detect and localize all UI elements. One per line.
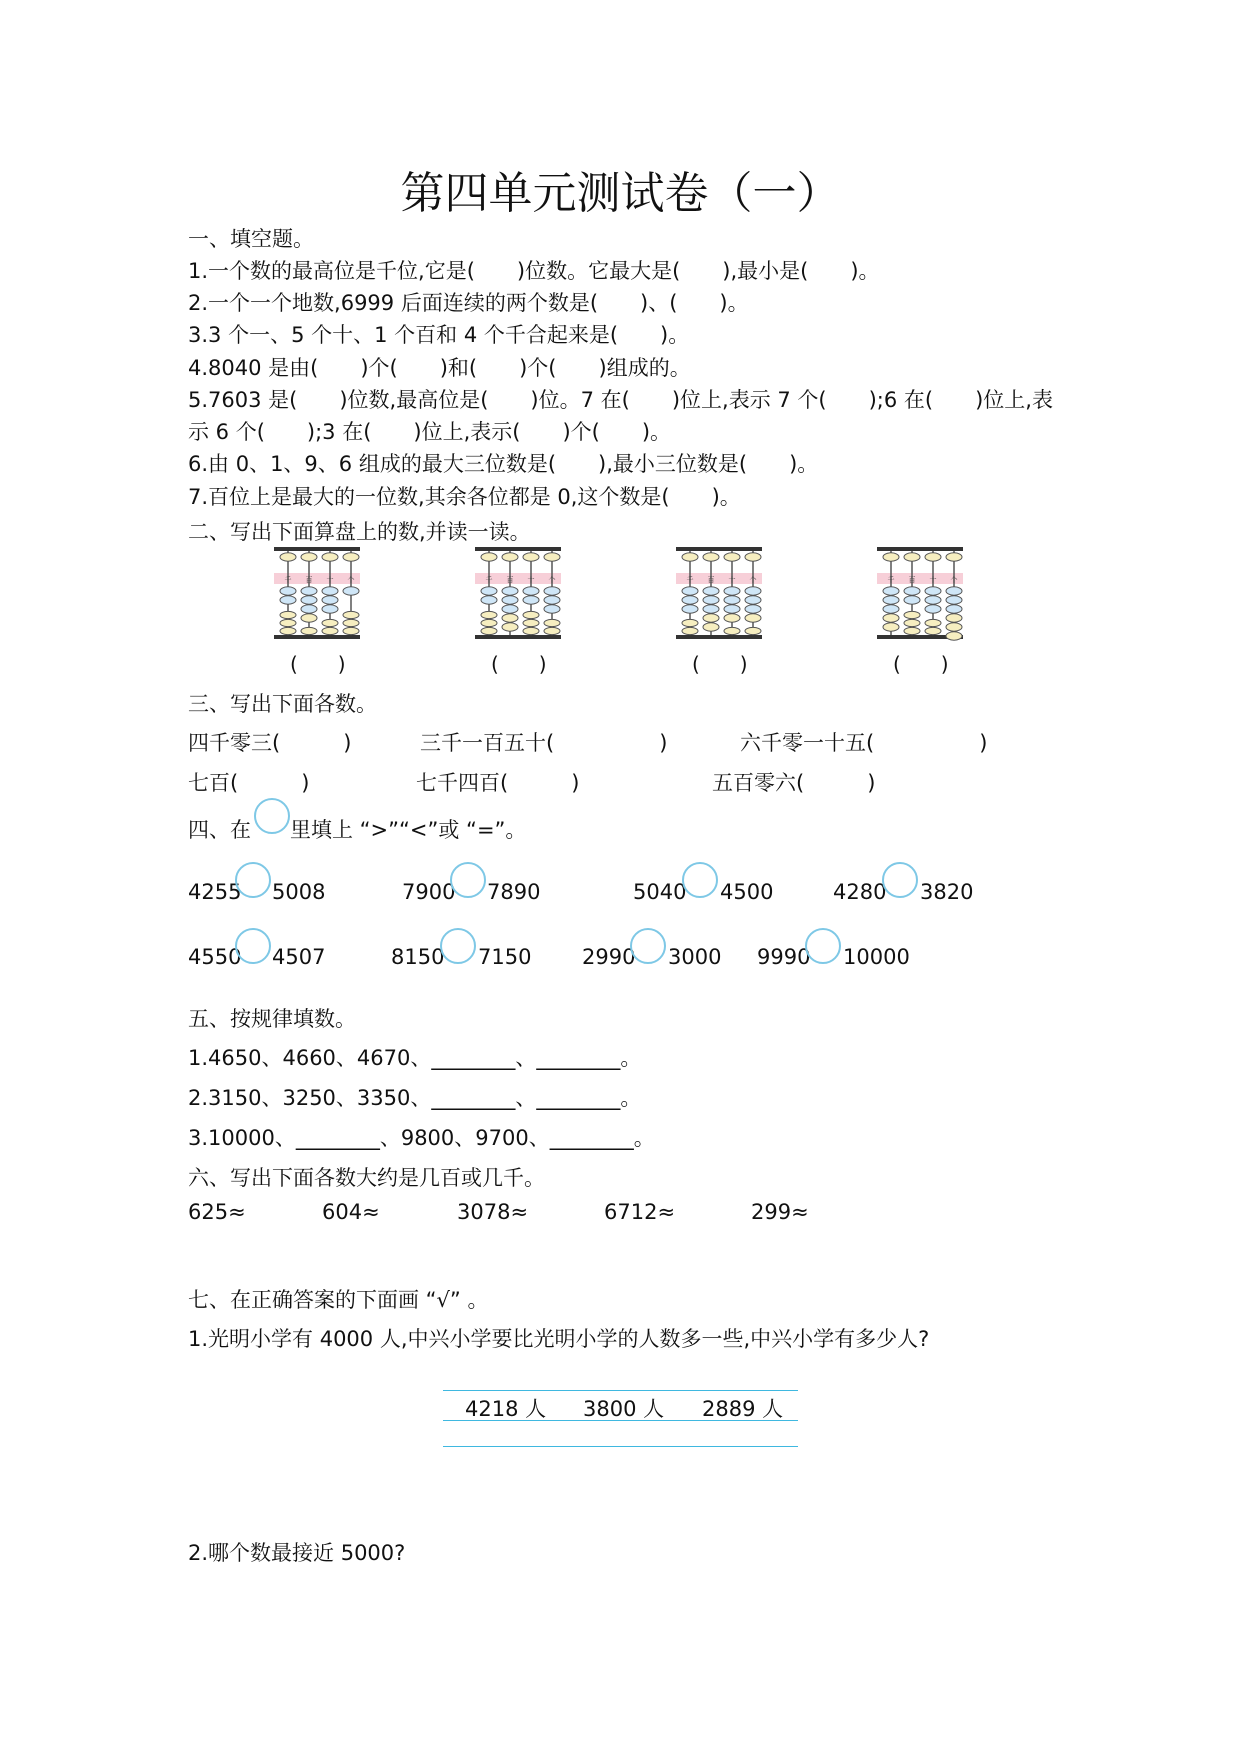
options-top-line bbox=[443, 1390, 798, 1391]
abacus-bead bbox=[502, 605, 518, 613]
abacus-bead bbox=[925, 605, 941, 613]
s3-item-5: 七千四百( ) bbox=[416, 771, 580, 795]
abacus-rest-bead bbox=[682, 619, 698, 626]
abacus-bead bbox=[703, 605, 719, 613]
abacus-rest-bead bbox=[481, 627, 497, 634]
section-2-heading: 二、写出下面算盘上的数,并读一读。 bbox=[188, 520, 531, 544]
abacus-bead bbox=[883, 605, 899, 613]
abacus-bead bbox=[946, 605, 962, 613]
abacus-bead bbox=[301, 614, 317, 622]
abacus-bead bbox=[703, 596, 719, 604]
estimate-item: 299≈ bbox=[751, 1200, 809, 1224]
abacus-bottom-frame bbox=[274, 635, 360, 639]
abacus-rest-bead bbox=[523, 619, 539, 626]
compare-right-number: 3000 bbox=[668, 945, 722, 969]
abacus-rest-bead bbox=[682, 627, 698, 634]
abacus-rest-bead bbox=[925, 627, 941, 634]
estimate-item: 3078≈ bbox=[457, 1200, 529, 1224]
abacus-bead bbox=[301, 587, 317, 595]
compare-right-number: 7150 bbox=[478, 945, 532, 969]
s5-question-1: 1.4650、4660、4670、________、________。 bbox=[188, 1046, 642, 1070]
abacus-place-label: 千 bbox=[485, 576, 493, 584]
abacus-bead bbox=[703, 623, 719, 631]
compare-right-number: 4500 bbox=[720, 880, 774, 904]
section-4-heading-start: 四、在 bbox=[188, 818, 251, 842]
abacus-top-bead bbox=[703, 553, 719, 561]
abacus-top-frame bbox=[676, 547, 762, 551]
compare-left-number: 2990 bbox=[582, 945, 636, 969]
abacus-4-answer-blank: ( ) bbox=[893, 652, 949, 676]
options-answer-line[interactable] bbox=[443, 1446, 798, 1447]
abacus-rest-bead bbox=[343, 619, 359, 626]
abacus-bead bbox=[682, 587, 698, 595]
abacus-bead bbox=[703, 614, 719, 622]
compare-left-number: 4280 bbox=[833, 880, 887, 904]
s1-question-5-line-1: 5.7603 是( )位数,最高位是( )位。7 在( )位上,表示 7 个( );6 在( )位上,表 bbox=[188, 388, 1053, 412]
abacus-top-bead bbox=[544, 553, 560, 561]
option-1[interactable]: 4218 人 bbox=[465, 1397, 547, 1421]
abacus-top-frame bbox=[274, 547, 360, 551]
abacus-bead bbox=[925, 587, 941, 595]
abacus-bead bbox=[883, 596, 899, 604]
abacus-top-bead bbox=[322, 553, 338, 561]
abacus-bead bbox=[946, 614, 962, 622]
abacus-rest-bead bbox=[523, 627, 539, 634]
abacus-rest-bead bbox=[724, 627, 740, 634]
abacus-rest-bead bbox=[904, 611, 920, 618]
compare-circle-blank[interactable] bbox=[235, 928, 271, 964]
abacus-place-label: 千 bbox=[284, 576, 292, 584]
option-2[interactable]: 3800 人 bbox=[583, 1397, 665, 1421]
compare-right-number: 5008 bbox=[272, 880, 326, 904]
estimate-item: 625≈ bbox=[188, 1200, 246, 1224]
abacus-bead bbox=[946, 587, 962, 595]
abacus-rest-bead bbox=[904, 619, 920, 626]
abacus-bead bbox=[904, 587, 920, 595]
compare-right-number: 7890 bbox=[487, 880, 541, 904]
abacus-bead bbox=[883, 614, 899, 622]
abacus-place-label: 百 bbox=[707, 576, 715, 584]
abacus-rest-bead bbox=[343, 611, 359, 618]
s1-question-2: 2.一个一个地数,6999 后面连续的两个数是( )、( )。 bbox=[188, 291, 749, 315]
compare-right-number: 10000 bbox=[843, 945, 910, 969]
compare-circle-blank[interactable] bbox=[882, 862, 918, 898]
abacus-rest-bead bbox=[301, 627, 317, 634]
abacus-rest-bead bbox=[544, 627, 560, 634]
s1-question-4: 4.8040 是由( )个( )和( )个( )组成的。 bbox=[188, 356, 691, 380]
compare-left-number: 5040 bbox=[633, 880, 687, 904]
abacus-place-label: 百 bbox=[506, 576, 514, 584]
compare-right-number: 4507 bbox=[272, 945, 326, 969]
compare-circle-blank[interactable] bbox=[440, 928, 476, 964]
abacus-bead bbox=[523, 596, 539, 604]
abacus-place-label: 个 bbox=[749, 576, 757, 584]
compare-left-number: 7900 bbox=[402, 880, 456, 904]
compare-circle-blank[interactable] bbox=[630, 928, 666, 964]
compare-circle-blank[interactable] bbox=[682, 862, 718, 898]
abacus-bead bbox=[946, 596, 962, 604]
compare-left-number: 4255 bbox=[188, 880, 242, 904]
s5-question-2: 2.3150、3250、3350、________、________。 bbox=[188, 1086, 642, 1110]
abacus-rest-bead bbox=[322, 619, 338, 626]
abacus-bead bbox=[343, 587, 359, 595]
abacus-bead bbox=[544, 596, 560, 604]
section-4-heading-end: 里填上 “>”“<”或 “=”。 bbox=[290, 818, 527, 842]
abacus-top-bead bbox=[883, 553, 899, 561]
abacus-bead bbox=[946, 632, 962, 640]
abacus-bead bbox=[523, 587, 539, 595]
abacus-bottom-frame bbox=[676, 635, 762, 639]
abacus-rest-bead bbox=[322, 627, 338, 634]
section-7-heading: 七、在正确答案的下面画 “√” 。 bbox=[188, 1288, 489, 1312]
abacus-rest-bead bbox=[544, 619, 560, 626]
s1-question-6: 6.由 0、1、9、6 组成的最大三位数是( ),最小三位数是( )。 bbox=[188, 452, 819, 476]
page-title: 第四单元测试卷（一） bbox=[400, 168, 841, 219]
abacus-bead bbox=[481, 596, 497, 604]
s3-item-1: 四千零三( ) bbox=[188, 731, 352, 755]
abacus-top-bead bbox=[502, 553, 518, 561]
section-6-heading: 六、写出下面各数大约是几百或几千。 bbox=[188, 1166, 545, 1190]
abacus-bead bbox=[925, 596, 941, 604]
abacus-bead bbox=[724, 605, 740, 613]
abacus-place-label: 十 bbox=[527, 576, 535, 584]
option-3[interactable]: 2889 人 bbox=[702, 1397, 784, 1421]
abacus-4 bbox=[875, 545, 965, 645]
abacus-bottom-frame bbox=[475, 635, 561, 639]
abacus-bead bbox=[904, 596, 920, 604]
abacus-rest-bead bbox=[925, 619, 941, 626]
abacus-place-label: 个 bbox=[548, 576, 556, 584]
abacus-top-bead bbox=[280, 553, 296, 561]
compare-circle-blank[interactable] bbox=[450, 862, 486, 898]
abacus-bead bbox=[322, 596, 338, 604]
abacus-rest-bead bbox=[280, 611, 296, 618]
compare-left-number: 4550 bbox=[188, 945, 242, 969]
abacus-top-bead bbox=[682, 553, 698, 561]
abacus-2 bbox=[473, 545, 563, 645]
s1-question-5-line-2: 示 6 个( );3 在( )位上,表示( )个( )。 bbox=[188, 420, 672, 444]
abacus-rest-bead bbox=[280, 619, 296, 626]
abacus-top-bead bbox=[523, 553, 539, 561]
abacus-top-frame bbox=[877, 547, 963, 551]
abacus-bead bbox=[724, 587, 740, 595]
abacus-top-bead bbox=[724, 553, 740, 561]
compare-circle-blank[interactable] bbox=[235, 862, 271, 898]
abacus-1-answer-blank: ( ) bbox=[290, 652, 346, 676]
abacus-bead bbox=[745, 596, 761, 604]
compare-circle-blank[interactable] bbox=[805, 928, 841, 964]
compare-left-number: 9990 bbox=[757, 945, 811, 969]
abacus-top-bead bbox=[925, 553, 941, 561]
abacus-bead bbox=[502, 587, 518, 595]
abacus-bead bbox=[301, 605, 317, 613]
options-middle-line bbox=[443, 1420, 798, 1421]
abacus-top-bead bbox=[904, 553, 920, 561]
s7-question-2: 2.哪个数最接近 5000? bbox=[188, 1541, 406, 1565]
abacus-bead bbox=[280, 587, 296, 595]
abacus-bead bbox=[544, 587, 560, 595]
section-5-heading: 五、按规律填数。 bbox=[188, 1007, 356, 1031]
abacus-top-bead bbox=[343, 553, 359, 561]
section-3-heading: 三、写出下面各数。 bbox=[188, 692, 377, 716]
abacus-3-answer-blank: ( ) bbox=[692, 652, 748, 676]
abacus-bead bbox=[301, 596, 317, 604]
abacus-place-label: 个 bbox=[950, 576, 958, 584]
abacus-rest-bead bbox=[481, 619, 497, 626]
abacus-2-answer-blank: ( ) bbox=[491, 652, 547, 676]
abacus-3 bbox=[674, 545, 764, 645]
abacus-bead bbox=[322, 587, 338, 595]
abacus-place-label: 个 bbox=[347, 576, 355, 584]
abacus-place-label: 十 bbox=[929, 576, 937, 584]
abacus-bead bbox=[682, 596, 698, 604]
abacus-place-label: 千 bbox=[887, 576, 895, 584]
abacus-rest-bead bbox=[745, 627, 761, 634]
abacus-rest-bead bbox=[280, 627, 296, 634]
s1-question-3: 3.3 个一、5 个十、1 个百和 4 个千合起来是( )。 bbox=[188, 323, 690, 347]
abacus-place-label: 千 bbox=[686, 576, 694, 584]
abacus-1 bbox=[272, 545, 362, 645]
abacus-bead bbox=[883, 587, 899, 595]
abacus-top-bead bbox=[481, 553, 497, 561]
abacus-place-label: 百 bbox=[908, 576, 916, 584]
abacus-bead bbox=[946, 623, 962, 631]
compare-right-number: 3820 bbox=[920, 880, 974, 904]
abacus-bead bbox=[502, 596, 518, 604]
abacus-top-bead bbox=[946, 553, 962, 561]
abacus-place-label: 十 bbox=[728, 576, 736, 584]
abacus-bead bbox=[544, 605, 560, 613]
abacus-bead bbox=[502, 614, 518, 622]
compare-left-number: 8150 bbox=[391, 945, 445, 969]
abacus-rest-bead bbox=[343, 627, 359, 634]
section-1-heading: 一、填空题。 bbox=[188, 227, 314, 251]
abacus-bead bbox=[481, 587, 497, 595]
abacus-place-label: 百 bbox=[305, 576, 313, 584]
s3-item-3: 六千零一十五( ) bbox=[740, 731, 988, 755]
abacus-bead bbox=[280, 596, 296, 604]
s5-question-3: 3.10000、________、9800、9700、________。 bbox=[188, 1126, 655, 1150]
abacus-bead bbox=[745, 614, 761, 622]
abacus-rest-bead bbox=[481, 611, 497, 618]
abacus-top-bead bbox=[745, 553, 761, 561]
abacus-place-label: 十 bbox=[326, 576, 334, 584]
s1-question-1: 1.一个数的最高位是千位,它是( )位数。它最大是( ),最小是( )。 bbox=[188, 259, 880, 283]
abacus-rest-bead bbox=[523, 611, 539, 618]
abacus-bead bbox=[322, 605, 338, 613]
abacus-rest-bead bbox=[904, 627, 920, 634]
abacus-top-bead bbox=[301, 553, 317, 561]
heading-circle-icon bbox=[254, 798, 290, 834]
abacus-bead bbox=[703, 587, 719, 595]
abacus-bead bbox=[724, 596, 740, 604]
s3-item-4: 七百( ) bbox=[188, 771, 310, 795]
abacus-top-frame bbox=[475, 547, 561, 551]
abacus-bead bbox=[502, 623, 518, 631]
estimate-item: 6712≈ bbox=[604, 1200, 676, 1224]
abacus-bead bbox=[682, 605, 698, 613]
s1-question-7: 7.百位上是最大的一位数,其余各位都是 0,这个数是( )。 bbox=[188, 485, 741, 509]
s3-item-2: 三千一百五十( ) bbox=[420, 731, 668, 755]
abacus-bead bbox=[883, 623, 899, 631]
abacus-bead bbox=[724, 614, 740, 622]
estimate-item: 604≈ bbox=[322, 1200, 380, 1224]
abacus-bead bbox=[745, 587, 761, 595]
abacus-bead bbox=[745, 605, 761, 613]
s3-item-6: 五百零六( ) bbox=[712, 771, 876, 795]
s7-question-1: 1.光明小学有 4000 人,中兴小学要比光明小学的人数多一些,中兴小学有多少人? bbox=[188, 1327, 930, 1351]
